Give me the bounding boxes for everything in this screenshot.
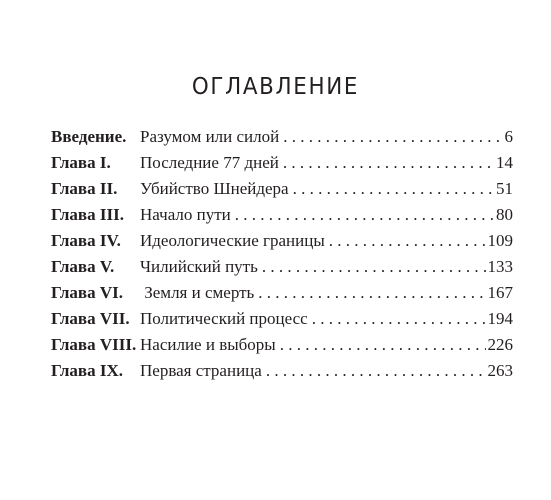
chapter-label: Введение. [51,127,127,146]
dot-leader [312,306,486,332]
dot-leader [258,280,485,306]
chapter-title: Земля и смерть [140,283,255,302]
chapter-label: Глава V. [51,257,115,276]
toc-entry [51,332,513,358]
chapter-title: Политический процесс [140,309,308,328]
toc-entry [51,150,513,176]
table-of-contents [51,124,513,384]
page-number: 51 [496,179,513,198]
toc-entry [51,306,513,332]
chapter-label: Глава III. [51,205,124,224]
chapter-title: Идеологические границы [140,231,325,250]
chapter-label: Глава VI. [51,283,124,302]
chapter-label: Глава IV. [51,231,121,250]
dot-leader [293,176,494,202]
chapter-label: Глава I. [51,153,111,172]
page-number: 194 [487,309,513,328]
chapter-label: Глава VIII. [51,335,137,354]
toc-entry [51,228,513,254]
toc-entry [51,124,513,150]
page-number: 6 [504,127,513,146]
toc-entry [51,358,513,384]
toc-heading: ОГЛАВЛЕНИЕ [191,74,360,100]
dot-leader [329,228,486,254]
chapter-title: Убийство Шнейдера [140,179,289,198]
page-number: 14 [496,153,513,172]
page-number: 167 [487,283,513,302]
chapter-title: Разумом или силой [140,127,280,146]
dot-leader [235,202,494,228]
dot-leader [283,150,494,176]
chapter-title: Первая страница [140,361,262,380]
dot-leader [262,254,486,280]
page-number: 226 [487,335,513,354]
toc-entry [51,176,513,202]
dot-leader [266,358,486,384]
chapter-title: Чилийский путь [140,257,258,276]
chapter-title: Начало пути [140,205,231,224]
page-number: 263 [487,361,513,380]
chapter-title: Последние 77 дней [140,153,279,172]
page-number: 109 [487,231,513,250]
dot-leader [283,124,502,150]
page-number: 133 [487,257,513,276]
chapter-label: Глава VII. [51,309,130,328]
chapter-label: Глава IX. [51,361,124,380]
chapter-title: Насилие и выборы [140,335,276,354]
toc-entry [51,254,513,280]
chapter-label: Глава II. [51,179,118,198]
page-number: 80 [496,205,513,224]
toc-entry [51,202,513,228]
toc-entry [51,280,513,306]
dot-leader [280,332,486,358]
